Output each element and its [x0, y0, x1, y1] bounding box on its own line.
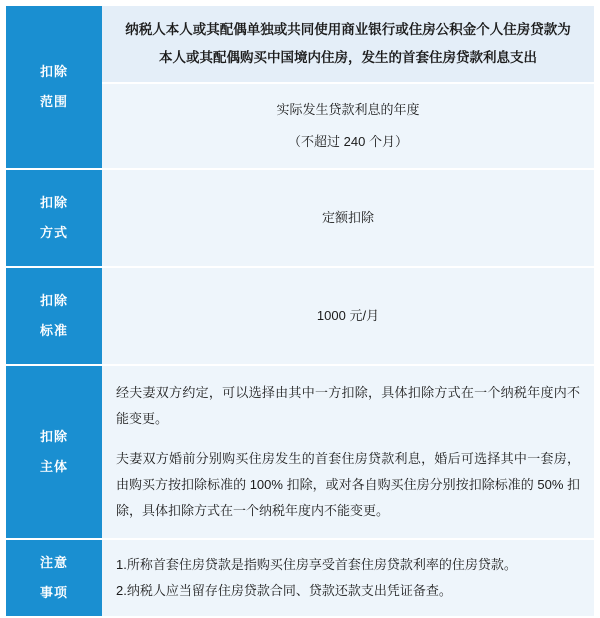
row-label-notes [6, 540, 102, 616]
row-label-line: 扣除 [39, 195, 68, 210]
row-label-line: 事项 [39, 585, 68, 600]
deduction-scope-description [102, 6, 594, 82]
deduction-standard-value: 1000 元/月 [102, 268, 594, 364]
notes-list [102, 540, 594, 616]
subject-paragraph-2: 夫妻双方婚前分别购买住房发生的首套住房贷款利息，婚后可选择其中一套房，由购买方按扣除标准的 100% 扣除，或对各自购买住房分别按扣除标准的 50% 扣除，具体扣除方式在一个纳税年度内不能变更。 [116, 451, 580, 518]
row-label-line: 范围 [39, 94, 68, 109]
scope-line: 本人或其配偶购买中国境内住房，发生的首套住房贷款利息支出 [159, 50, 537, 65]
row-label-line: 扣除 [39, 64, 68, 79]
table-row [6, 6, 594, 82]
housing-loan-interest-deduction-table [6, 4, 594, 618]
period-line: 实际发生贷款利息的年度 [276, 102, 420, 117]
row-label-deduction-scope [6, 6, 102, 168]
table-row [6, 170, 594, 266]
row-label-line: 标准 [39, 323, 68, 338]
subject-paragraph-1: 经夫妻双方约定，可以选择由其中一方扣除，具体扣除方式在一个纳税年度内不能变更。 [116, 385, 580, 426]
row-label-deduction-subject [6, 366, 102, 538]
row-label-deduction-method [6, 170, 102, 266]
deduction-subject-description [102, 366, 594, 538]
period-limit-line: （不超过 240 个月） [288, 134, 408, 149]
deduction-method-value: 定额扣除 [102, 170, 594, 266]
scope-paragraph [116, 16, 580, 72]
table-row [6, 268, 594, 364]
row-label-line: 扣除 [39, 293, 68, 308]
list-item: 2.纳税人应当留存住房贷款合同、贷款还款支出凭证备查。 [116, 583, 452, 598]
deduction-period-description [102, 84, 594, 168]
row-label-line: 主体 [39, 459, 68, 474]
list-item: 1.所称首套住房贷款是指购买住房享受首套住房贷款利率的住房贷款。 [116, 557, 517, 572]
table-row [6, 366, 594, 538]
table-row [6, 540, 594, 616]
row-label-line: 注意 [39, 555, 68, 570]
row-label-deduction-standard [6, 268, 102, 364]
row-label-line: 方式 [39, 225, 68, 240]
row-label-line: 扣除 [39, 429, 68, 444]
scope-line: 纳税人本人或其配偶单独或共同使用商业银行或住房公积金个人住房贷款为 [125, 22, 571, 37]
